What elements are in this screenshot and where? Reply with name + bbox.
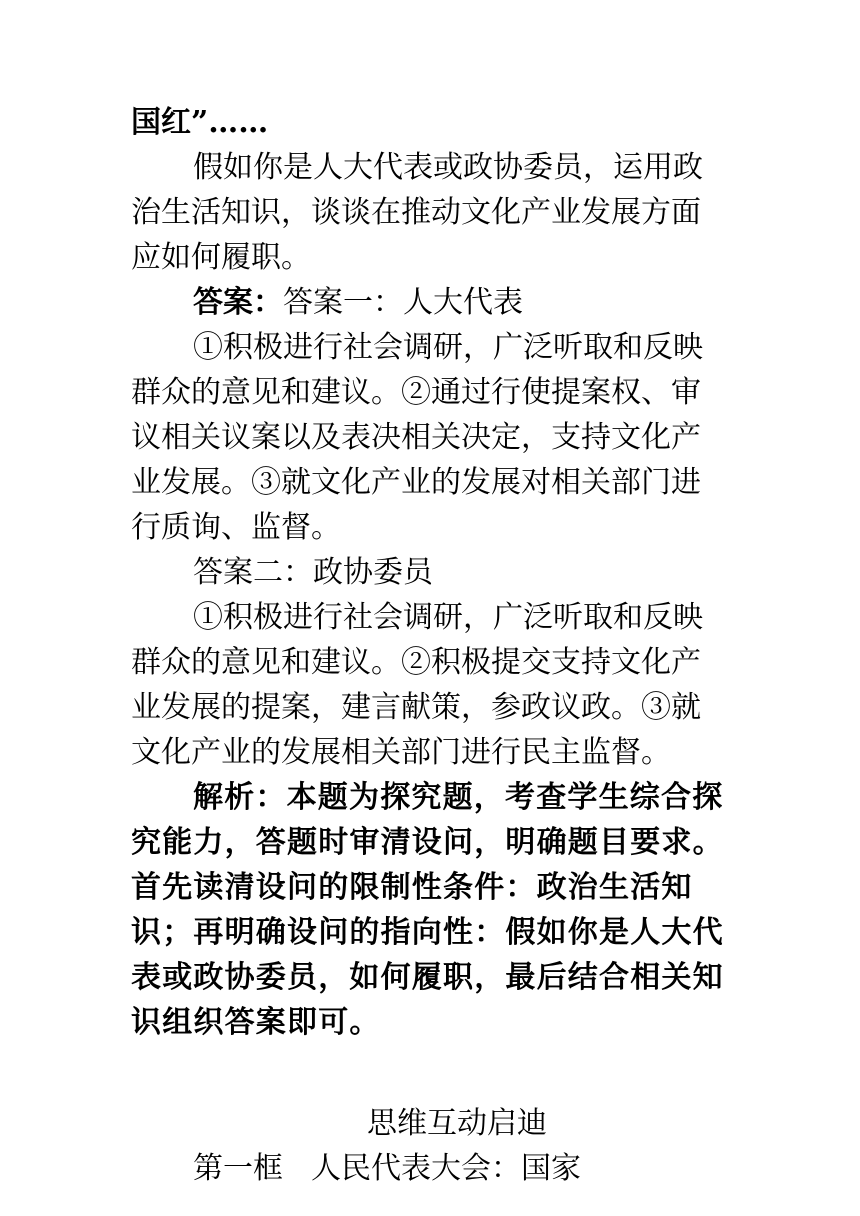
analysis-line-6: 识组织答案即可。: [131, 1005, 381, 1040]
question-line-3: 应如何履职。: [131, 240, 311, 275]
answer1-line-4: 业发展。③就文化产业的发展对相关部门进: [131, 465, 701, 500]
answer2-line-1: ①积极进行社会调研，广泛听取和反映: [193, 600, 703, 635]
analysis-text-1: 本题为探究题，考查学生综合探: [286, 780, 724, 815]
analysis-line-4: 识；再明确设问的指向性：假如你是人大代: [131, 915, 724, 950]
analysis-block: [131, 775, 731, 1045]
answer2-line-2: 群众的意见和建议。②积极提交支持文化产: [131, 645, 701, 680]
lesson-title: 人民代表大会：国家: [311, 1151, 581, 1186]
lesson-heading: [131, 1146, 731, 1191]
answer2-title: 答案二：政协委员: [193, 555, 433, 590]
analysis-line-1: [131, 775, 731, 820]
answer1-line-1: ①积极进行社会调研，广泛听取和反映: [193, 330, 703, 365]
section-spacer: [131, 1045, 731, 1101]
analysis-label: 解析：: [193, 780, 287, 815]
lesson-label: 第一框: [193, 1151, 283, 1186]
answer-label: 答案：: [193, 285, 283, 320]
answer1-line-3: 议相关议案以及表决相关决定，支持文化产: [131, 420, 701, 455]
document-page: [131, 100, 731, 1191]
answer1-line-5: 行质询、监督。: [131, 510, 341, 545]
intro-tail-text: 国红”……: [131, 105, 269, 140]
question-line-1: 假如你是人大代表或政协委员，运用政: [193, 150, 703, 185]
question-line-2: 治生活知识，谈谈在推动文化产业发展方面: [131, 195, 701, 230]
answer1-line-2: 群众的意见和建议。②通过行使提案权、审: [131, 375, 701, 410]
answer2-line-4: 文化产业的发展相关部门进行民主监督。: [131, 735, 671, 770]
answer-header: [131, 280, 731, 325]
answer1-title: 答案一：人大代表: [283, 285, 523, 320]
answer2-line-3: 业发展的提案，建言献策，参政议政。③就: [131, 690, 701, 725]
analysis-line-5: 表或政协委员，如何履职，最后结合相关知: [131, 960, 724, 995]
section-title: 思维互动启迪: [367, 1106, 547, 1141]
analysis-line-3: 首先读清设问的限制性条件：政治生活知: [131, 870, 693, 905]
analysis-line-2: 究能力，答题时审清设问，明确题目要求。: [131, 825, 724, 860]
